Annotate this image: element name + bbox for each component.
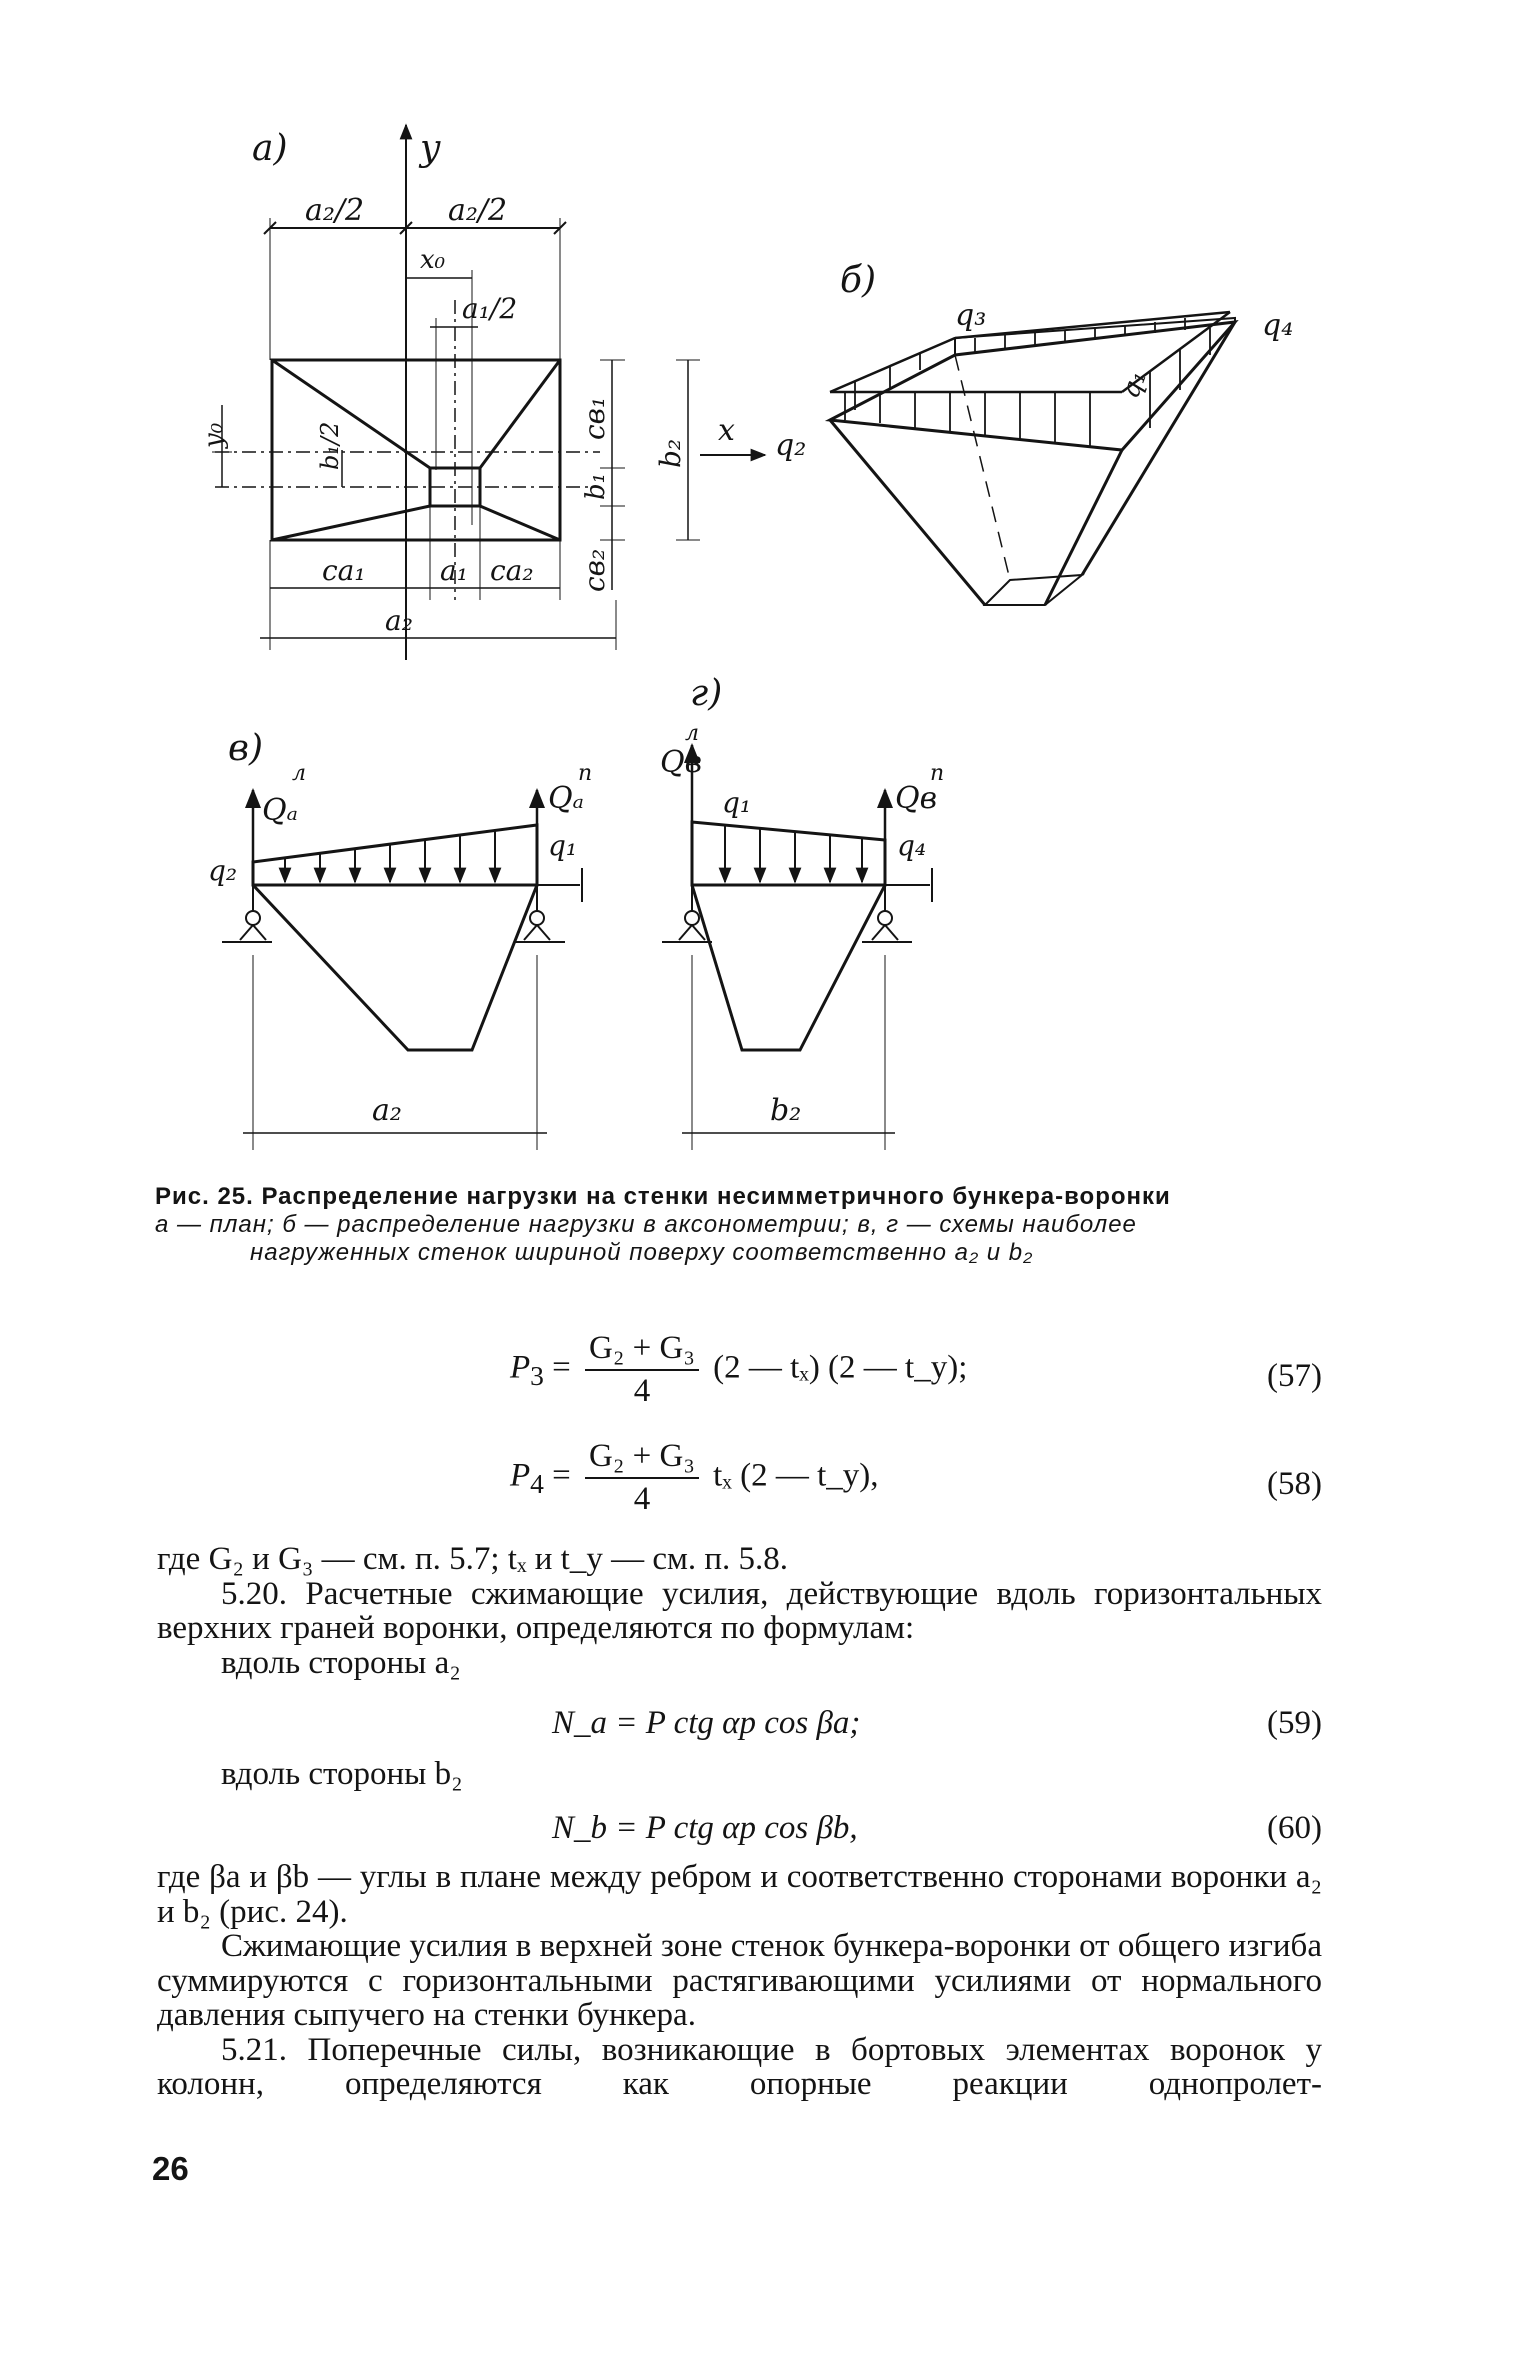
dim-b1-half: b₁/2 <box>316 421 344 470</box>
dim-ca1: ca₁ <box>322 554 366 587</box>
panel-label-g: г) <box>690 673 723 714</box>
eq57-numerator: G₂ + G₃ <box>585 1330 699 1371</box>
eq57-number: (57) <box>1267 1358 1322 1394</box>
q4-g-label: q₄ <box>897 829 927 862</box>
dim-cb1: cв₁ <box>578 396 611 440</box>
axis-y-label: y <box>420 128 441 169</box>
eq60-formula: N_b = P ctg αр cos βb, <box>552 1810 858 1846</box>
figure-caption <box>155 1183 1335 1267</box>
eq58-number: (58) <box>1267 1466 1322 1502</box>
eq58-rest: tₓ (2 — t_y), <box>713 1457 879 1494</box>
paragraph-compression: Сжимающие усилия в верхней зоне стенок бункера-воронки от общего изгиба суммируются с горизонтальными растягивающими усилиями от нормального давления сыпучего на стенки бункера. <box>157 1928 1322 2033</box>
panel-label-a: а) <box>252 128 288 169</box>
eq57-rest: (2 — tₓ) (2 — t_y); <box>713 1349 968 1386</box>
along-side-a2: вдоль стороны a₂ <box>221 1644 461 1681</box>
q1-v-label: q₁ <box>548 829 578 862</box>
paragraph-5-20: 5.20. Расчетные сжимающие усилия, действующие вдоль горизонтальных верхних граней воронки, определяются по формулам: <box>157 1575 1322 1646</box>
dim-b1: b₁ <box>581 472 611 500</box>
eq57-lhs-sub: 3 <box>530 1360 544 1392</box>
Qb-right-sup: п <box>930 761 945 786</box>
eq58-numerator: G₂ + G₃ <box>585 1438 699 1479</box>
axonometric-view <box>775 260 1293 605</box>
dim-ca2: ca₂ <box>490 554 534 587</box>
figure-25 <box>0 0 1536 1180</box>
Qb-right-label: Qв <box>895 781 938 816</box>
eq57-equals: = <box>543 1349 571 1386</box>
plan-view <box>199 125 765 660</box>
where-beta: где βa и βb — углы в плане между ребром и соответственно сторонами воронки a₂ и b₂ (рис. 24). <box>157 1859 1322 1930</box>
q1-label: q₁ <box>1115 366 1153 403</box>
panel-label-v: в) <box>228 728 263 769</box>
where-g2-g3: где G₂ и G₃ — см. п. 5.7; tₓ и t_y — см. п. 5.8. <box>157 1541 789 1577</box>
paragraph-5-21: 5.21. Поперечные силы, возникающие в бортовых элементах воронок у колонн, определяются как опорные реакции однопролет- <box>157 2031 1322 2102</box>
dim-x0: x₀ <box>420 245 446 275</box>
eq60-number: (60) <box>1267 1810 1322 1846</box>
text-block-3 <box>157 1860 1322 2102</box>
section-a2 <box>208 728 592 1150</box>
dim-a1: a₁ <box>440 554 468 587</box>
eq57-lhs: P <box>510 1349 531 1386</box>
text-block-1 <box>157 1542 1322 1680</box>
q4-label: q₄ <box>1262 308 1294 343</box>
dim-a2-half-left: a₂/2 <box>305 193 365 228</box>
panel-label-b: б) <box>840 260 877 301</box>
dim-a2-section: a₂ <box>372 1093 402 1128</box>
Qb-left-sup: л <box>685 721 700 746</box>
text-block-2 <box>157 1757 1322 1792</box>
eq58-lhs-sub: 4 <box>530 1468 544 1500</box>
eq58-lhs: P <box>510 1457 531 1494</box>
caption-line-3: нагруженных стенок шириной поверху соответственно a₂ и b₂ <box>250 1239 1034 1266</box>
dim-a2-half-right: a₂/2 <box>448 193 508 228</box>
dim-cb2: cв₂ <box>578 548 611 592</box>
eq57-denominator: 4 <box>633 1373 651 1409</box>
along-side-b2: вдоль стороны b₂ <box>221 1756 463 1792</box>
Qa-right-label: Qₐ <box>548 781 584 816</box>
caption-line-2: а — план; б — распределение нагрузки в аксонометрии; в, г — схемы наиболее <box>155 1211 1137 1238</box>
Qa-right-sup: п <box>578 761 593 786</box>
eq58-equals: = <box>543 1457 571 1494</box>
caption-title: Рис. 25. Распределение нагрузки на стенки несимметричного бункера-воронки <box>155 1183 1171 1210</box>
q2-v-label: q₂ <box>208 854 238 887</box>
dim-a2: a₂ <box>385 604 413 637</box>
Qa-left-sup: л <box>292 761 307 786</box>
q1-g-label: q₁ <box>722 786 752 819</box>
dim-b2: b₂ <box>654 438 687 468</box>
eq59-number: (59) <box>1267 1705 1322 1741</box>
q3-label: q₃ <box>955 298 987 333</box>
page-number: 26 <box>152 2150 189 2187</box>
dim-b2-section: b₂ <box>770 1093 802 1128</box>
Qb-left-label: Qв <box>660 745 703 780</box>
q2-label: q₂ <box>775 428 807 463</box>
eq58-denominator: 4 <box>633 1481 651 1517</box>
dim-a1-half: a₁/2 <box>462 292 518 325</box>
section-b2 <box>660 673 944 1150</box>
axis-x-label: x <box>718 413 735 448</box>
dim-y0: y₀ <box>199 422 229 448</box>
eq59-formula: N_a = P ctg αр cos βa; <box>552 1705 861 1741</box>
Qa-left-label: Qₐ <box>262 793 298 828</box>
